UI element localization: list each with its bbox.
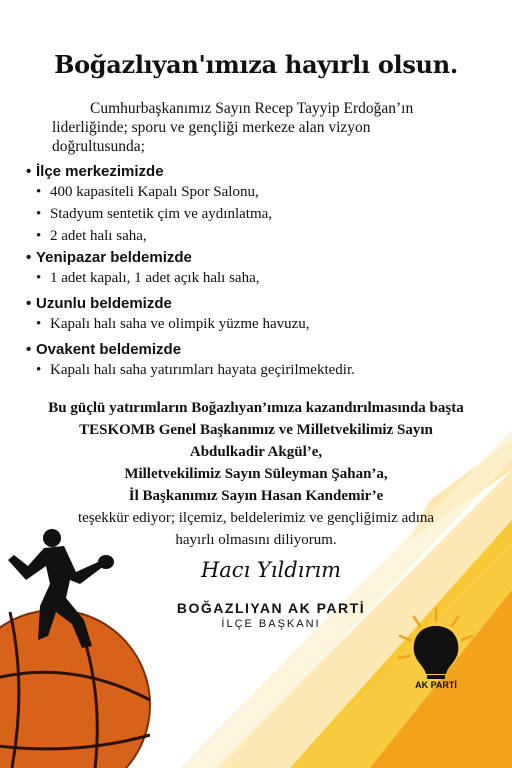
basketball-image xyxy=(0,610,150,768)
section-uzunlu xyxy=(26,294,496,335)
thanks-line: Abdulkadir Akgül’e, xyxy=(189,444,323,460)
section-heading: • Yenipazar beldemizde xyxy=(26,249,192,266)
section-ilce-merkezi xyxy=(26,162,496,247)
thanks-line: Bu güçlü yatırımların Boğazlıyan’ımıza kazandırılmasında başta xyxy=(48,400,464,416)
list-item: • 2 adet halı saha, xyxy=(36,228,147,244)
signature-block xyxy=(166,558,376,630)
handwritten-signature: Hacı Yıldırım xyxy=(200,558,342,582)
list-item: • Stadyum sentetik çim ve aydınlatma, xyxy=(36,206,273,222)
section-heading: • Uzunlu beldemizde xyxy=(26,295,172,312)
list-item: • Kapalı halı saha yatırımları hayata geçirilmektedir. xyxy=(36,362,355,378)
thanks-line: TESKOMB Genel Başkanımız ve Milletvekilimiz Sayın xyxy=(79,422,433,438)
thanks-paragraph xyxy=(20,397,492,551)
page-title: Boğazlıyan'ımıza hayırlı olsun. xyxy=(54,50,458,79)
signature-role: İLÇE BAŞKANI xyxy=(221,618,321,630)
section-heading: • Ovakent beldemizde xyxy=(26,341,182,358)
list-item: • Kapalı halı saha ve olimpik yüzme havuzu, xyxy=(36,316,310,332)
thanks-line: hayırlı olmasını diliyorum. xyxy=(175,532,337,548)
section-ovakent xyxy=(26,340,496,381)
thanks-line: teşekkür ediyor; ilçemiz, beldelerimiz ve gençliğimiz adına xyxy=(77,510,435,526)
section-yenipazar xyxy=(26,248,496,289)
thanks-line: Milletvekilimiz Sayın Süleyman Şahan’a, xyxy=(124,466,388,482)
signature-org: BOĞAZLIYAN AK PARTİ xyxy=(176,600,366,616)
intro-line: doğrultusunda; xyxy=(52,138,145,155)
list-item: • 1 adet kapalı, 1 adet açık halı saha, xyxy=(36,270,260,286)
intro-paragraph xyxy=(52,99,472,156)
section-heading: • İlçe merkezimizde xyxy=(26,163,164,180)
thanks-line: İl Başkanımız Sayın Hasan Kandemir’e xyxy=(128,488,384,504)
list-item: • 400 kapasiteli Kapalı Spor Salonu, xyxy=(36,184,259,200)
intro-line: Cumhurbaşkanımız Sayın Recep Tayyip Erdoğan’ın xyxy=(90,100,414,117)
intro-line: liderliğinde; sporu ve gençliği merkeze alan vizyon xyxy=(52,119,371,136)
logo-label: AK PARTİ xyxy=(415,680,457,690)
